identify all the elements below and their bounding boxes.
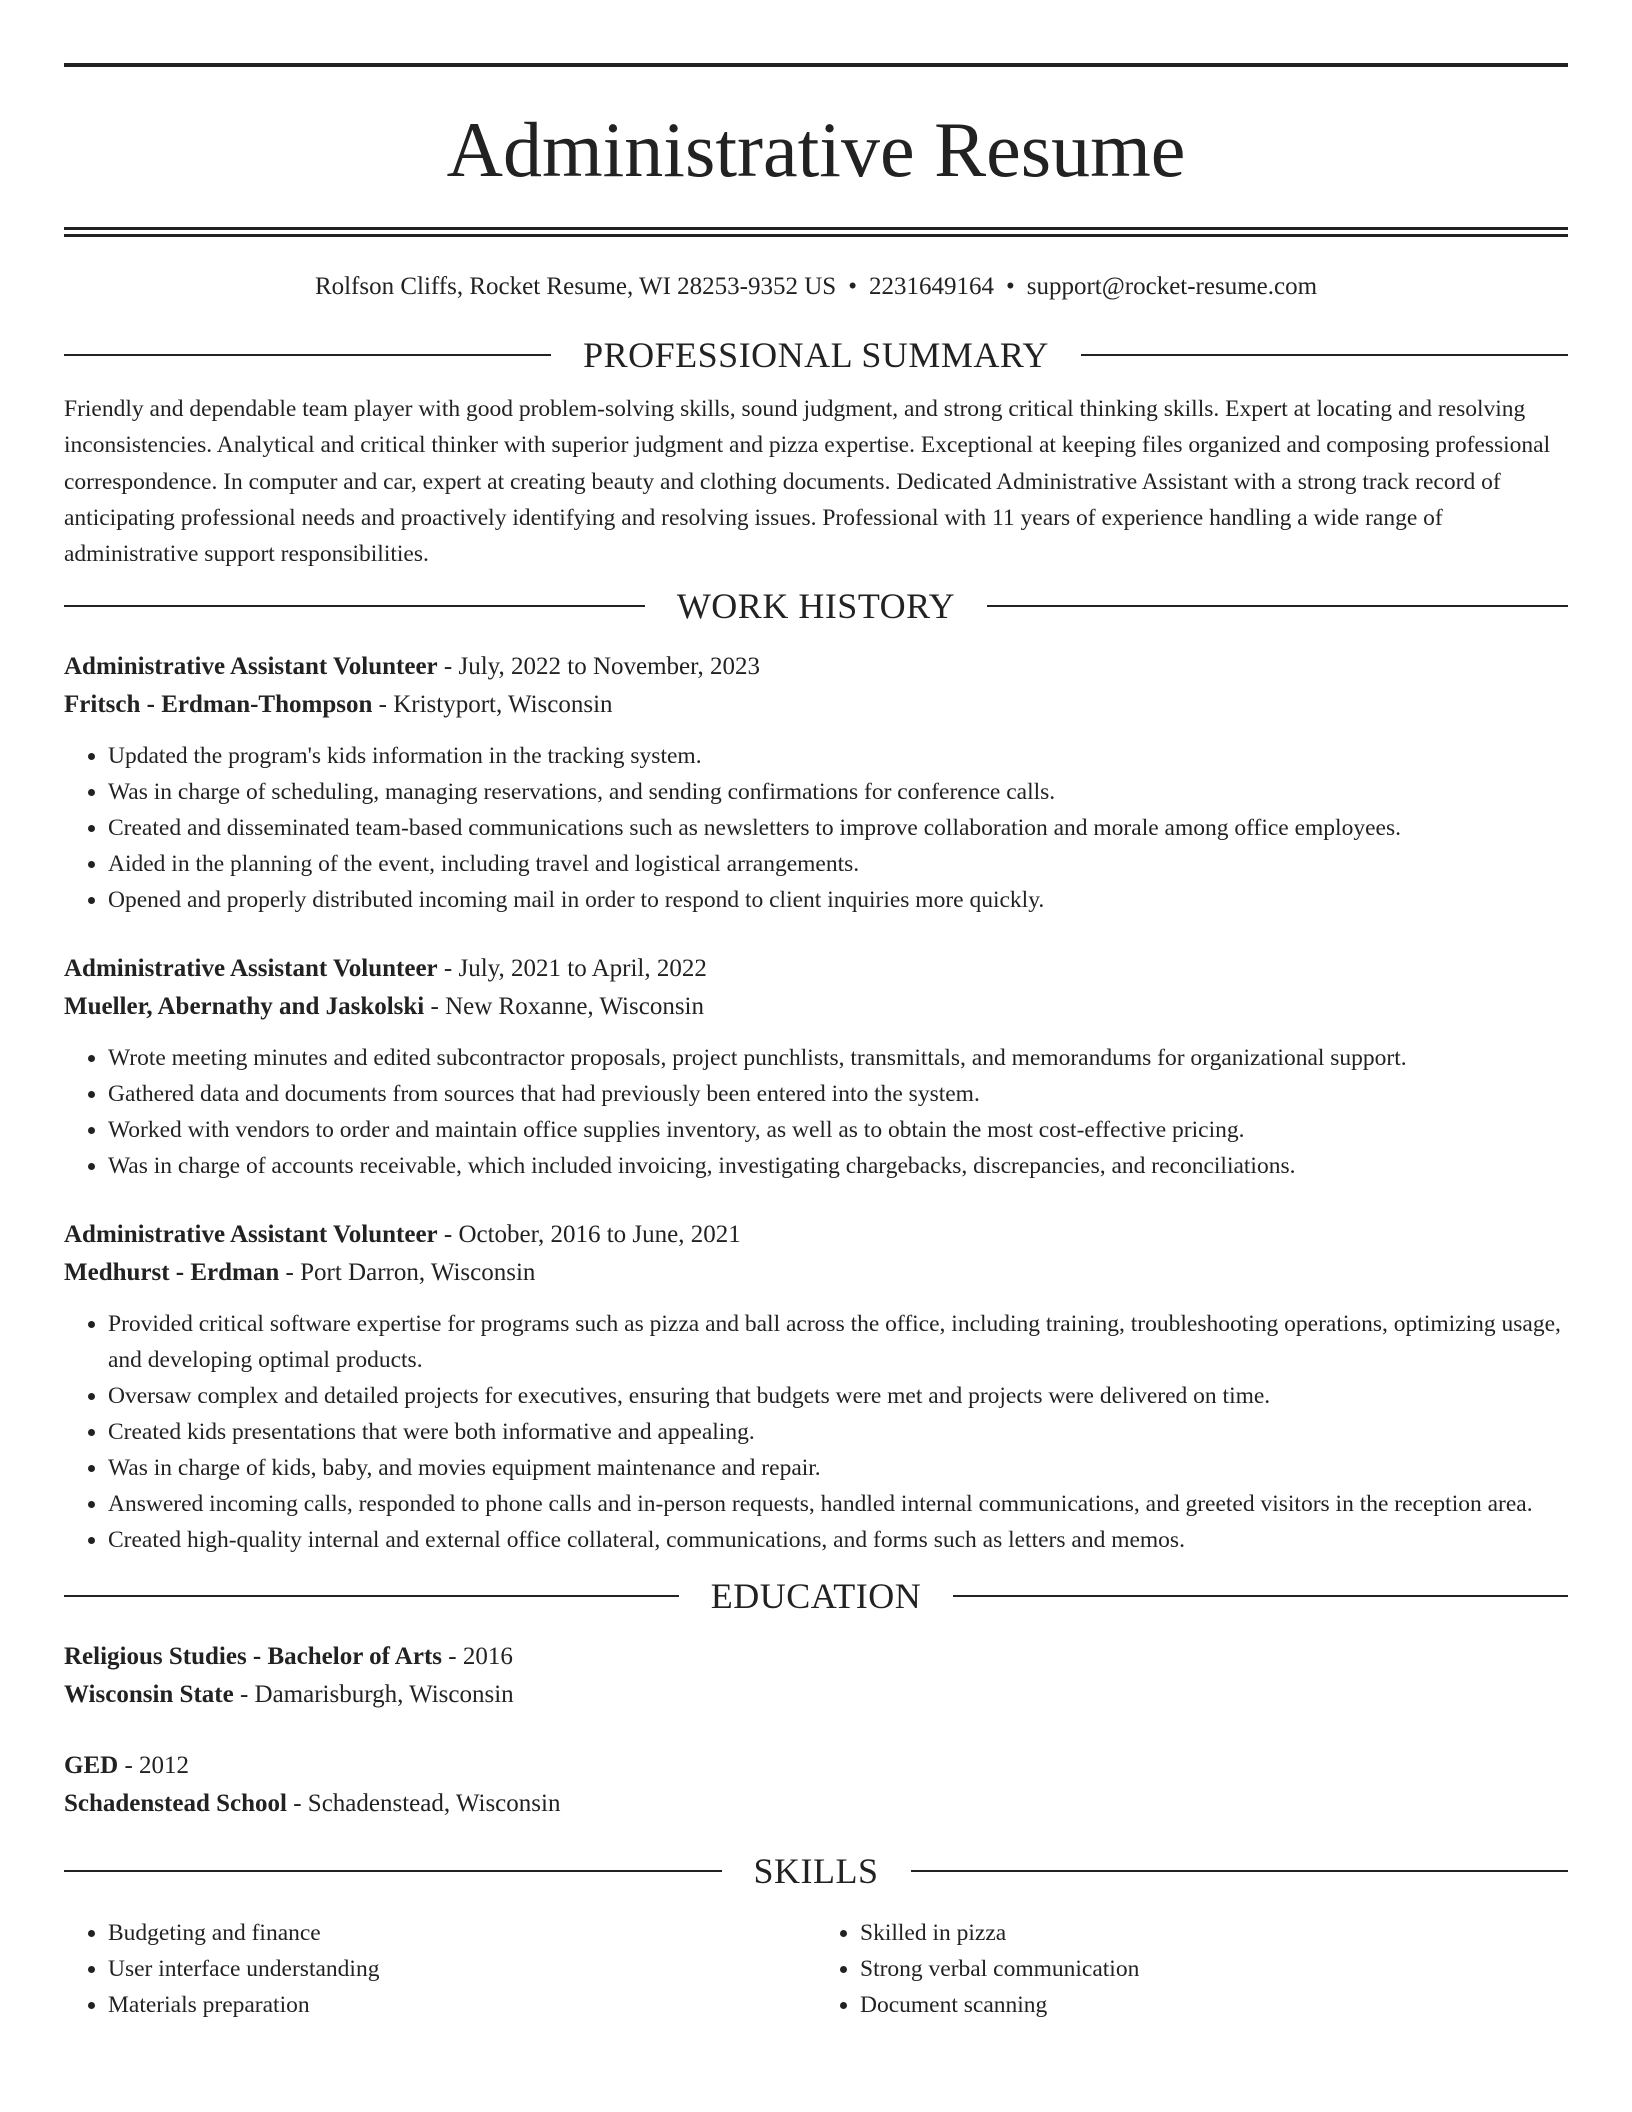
- section-title: EDUCATION: [710, 1576, 922, 1617]
- job-bullet: • Gathered data and documents from sources that had previously been entered into the system.: [108, 1076, 1568, 1112]
- skills-right-list: [816, 1915, 1568, 2023]
- skill-item: • Materials preparation: [108, 1987, 816, 2023]
- skills-left-list: [64, 1915, 816, 2023]
- title-double-rule: [64, 227, 1568, 237]
- contact-email: support@rocket-resume.com: [1026, 273, 1318, 300]
- job-bullets: [64, 1040, 1568, 1184]
- job-bullet: • Answered incoming calls, responded to phone calls and in-person requests, handled internal communications, and greeted visitors in the reception area.: [108, 1486, 1568, 1522]
- contact-line: [64, 271, 1568, 303]
- job-title-line: [64, 648, 1568, 686]
- section-rule: [1081, 354, 1568, 356]
- job-location: - New Roxanne, Wisconsin: [424, 993, 705, 1021]
- section-rule: [911, 1870, 1569, 1872]
- job-title-line: [64, 950, 1568, 988]
- skill-item: • Document scanning: [860, 1987, 1568, 2023]
- education-year: - 2016: [442, 1643, 513, 1671]
- job-dates: - July, 2021 to April, 2022: [437, 955, 707, 983]
- skill-item: • Skilled in pizza: [860, 1915, 1568, 1951]
- section-rule: [64, 354, 551, 356]
- job-bullets: [64, 738, 1568, 918]
- job-dates: - October, 2016 to June, 2021: [437, 1221, 741, 1249]
- job-bullet: • Worked with vendors to order and maintain office supplies inventory, as well as to obtain the most cost-effective pricing.: [108, 1112, 1568, 1148]
- job-bullet: • Created kids presentations that were both informative and appealing.: [108, 1414, 1568, 1450]
- job-company: Fritsch - Erdman-Thompson: [64, 691, 373, 719]
- top-rule: [64, 63, 1568, 67]
- education-degree-line: [64, 1638, 1568, 1676]
- contact-address: Rolfson Cliffs, Rocket Resume, WI 28253-9352 US: [314, 273, 837, 300]
- job-bullet: • Wrote meeting minutes and edited subcontractor proposals, project punchlists, transmittals, and memorandums for organizational support.: [108, 1040, 1568, 1076]
- job-company-line: [64, 686, 1568, 724]
- job-bullet: • Opened and properly distributed incoming mail in order to respond to client inquiries more quickly.: [108, 882, 1568, 918]
- job-bullet: • Updated the program's kids information in the tracking system.: [108, 738, 1568, 774]
- job-entry: [64, 648, 1568, 918]
- section-header-education: [64, 1574, 1568, 1618]
- section-title: WORK HISTORY: [676, 586, 956, 627]
- education-degree: GED: [64, 1752, 119, 1780]
- contact-separator: •: [848, 273, 857, 300]
- education-entry: [64, 1638, 1568, 1714]
- job-bullet: • Created and disseminated team-based communications such as newsletters to improve collaboration and morale among office employees.: [108, 810, 1568, 846]
- section-rule: [64, 1595, 679, 1597]
- contact-phone: 2231649164: [868, 273, 994, 300]
- job-title: Administrative Assistant Volunteer: [64, 653, 438, 681]
- contact-separator: •: [1005, 273, 1015, 300]
- job-company-line: [64, 988, 1568, 1026]
- job-bullet: • Was in charge of scheduling, managing reservations, and sending confirmations for conference calls.: [108, 774, 1568, 810]
- job-bullet: • Was in charge of kids, baby, and movies equipment maintenance and repair.: [108, 1450, 1568, 1486]
- education-school-line: [64, 1676, 1568, 1714]
- job-bullet: • Was in charge of accounts receivable, which included invoicing, investigating chargebacks, discrepancies, and reconciliations.: [108, 1148, 1568, 1184]
- summary-paragraph: Friendly and dependable team player with good problem-solving skills, sound judgment, and strong critical thinking skills. Expert at locating and resolving inconsistencies. Analytical and critical thinker with superior judgment and pizza expertise. Exceptional at keeping files organized and composing professional correspondence. In computer and car, expert at creating beauty and clothing documents. Dedicated Administrative Assistant with a strong track record of anticipating professional needs and proactively identifying and resolving issues. Professional with 11 years of experience handling a wide range of administrative support responsibilities.: [64, 396, 1551, 568]
- section-title: PROFESSIONAL SUMMARY: [583, 335, 1049, 375]
- job-bullet: • Aided in the planning of the event, including travel and logistical arrangements.: [108, 846, 1568, 882]
- education-location: - Schadenstead, Wisconsin: [286, 1790, 561, 1818]
- section-title: SKILLS: [753, 1851, 879, 1892]
- education-year: - 2012: [118, 1752, 190, 1780]
- education-degree: Religious Studies - Bachelor of Arts: [64, 1643, 443, 1671]
- education-school: Wisconsin State: [64, 1681, 234, 1709]
- education-entry: [64, 1747, 1568, 1823]
- job-entry: [64, 1216, 1568, 1558]
- skills-columns: [64, 1915, 1568, 2023]
- job-title: Administrative Assistant Volunteer: [64, 1221, 438, 1249]
- skill-item: • User interface understanding: [108, 1951, 816, 1987]
- job-title: Administrative Assistant Volunteer: [64, 955, 438, 983]
- page-title: Administrative Resume: [446, 106, 1186, 193]
- job-company-line: [64, 1254, 1568, 1292]
- section-header-skills: [64, 1849, 1568, 1893]
- job-entry: [64, 950, 1568, 1184]
- job-bullet: • Provided critical software expertise for programs such as pizza and ball across the office, including training, troubleshooting operations, optimizing usage, and developing optimal products.: [108, 1306, 1568, 1378]
- job-location: - Kristyport, Wisconsin: [372, 691, 613, 719]
- section-rule: [953, 1595, 1568, 1597]
- job-bullets: [64, 1306, 1568, 1558]
- education-location: - Damarisburgh, Wisconsin: [233, 1681, 514, 1709]
- skill-item: • Strong verbal communication: [860, 1951, 1568, 1987]
- skill-item: • Budgeting and finance: [108, 1915, 816, 1951]
- job-location: - Port Darron, Wisconsin: [279, 1259, 536, 1287]
- education-school: Schadenstead School: [64, 1790, 287, 1818]
- section-header-summary: [64, 333, 1568, 377]
- education-degree-line: [64, 1747, 1568, 1785]
- job-bullet: • Oversaw complex and detailed projects for executives, ensuring that budgets were met and projects were delivered on time.: [108, 1378, 1568, 1414]
- section-rule: [987, 605, 1568, 607]
- job-company: Mueller, Abernathy and Jaskolski: [64, 993, 425, 1021]
- job-title-line: [64, 1216, 1568, 1254]
- education-school-line: [64, 1785, 1568, 1823]
- job-company: Medhurst - Erdman: [64, 1259, 280, 1287]
- section-rule: [64, 1870, 722, 1872]
- section-header-work: [64, 584, 1568, 628]
- job-bullet: • Created high-quality internal and external office collateral, communications, and forms such as letters and memos.: [108, 1522, 1568, 1558]
- job-dates: - July, 2022 to November, 2023: [437, 653, 760, 681]
- section-rule: [64, 605, 645, 607]
